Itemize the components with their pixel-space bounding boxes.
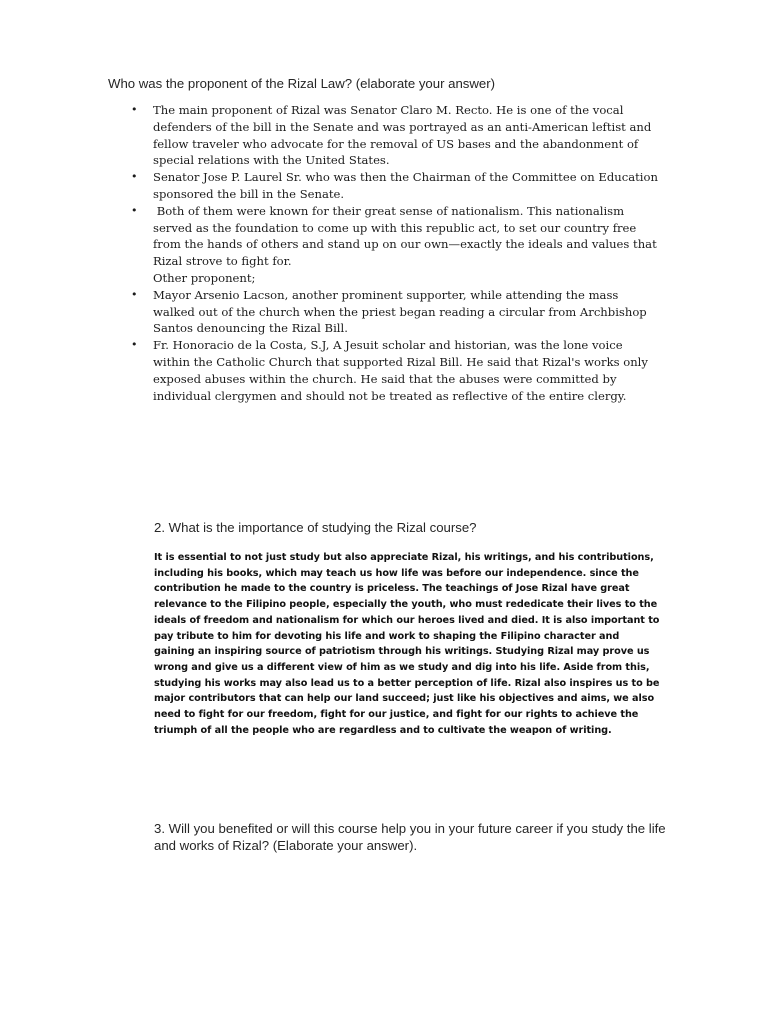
bullet-icon: • bbox=[131, 203, 138, 217]
question-3: 3. Will you benefited or will this course help you in your future career if you study the life and works of Rizal? (Elaborate your answer). bbox=[154, 821, 666, 853]
bullet-icon: • bbox=[131, 170, 138, 184]
list-item-text: Senator Jose P. Laurel Sr. who was then the Chairman of the Committee on Education sponsored the bill in the Senate. bbox=[153, 170, 658, 201]
question-2: 2. What is the importance of studying the Rizal course? bbox=[154, 520, 477, 535]
question-1: Who was the proponent of the Rizal Law? (elaborate your answer) bbox=[108, 76, 496, 91]
list-item-text: Mayor Arsenio Lacson, another prominent supporter, while attending the mass walked out of the church when the priest began reading a circular from Archbishop Santos denouncing the Rizal Bill. bbox=[153, 287, 647, 336]
bullet-icon: • bbox=[131, 338, 138, 352]
list-item-text: The main proponent of Rizal was Senator Claro M. Recto. He is one of the vocal defenders of the bill in the Senate and was portrayed as an anti-American leftist and fellow traveler who advocate for the removal of US bases and the abandonment of special relations with the United States. bbox=[153, 103, 652, 168]
list-subheading bbox=[153, 270, 658, 287]
list-item bbox=[131, 169, 658, 203]
bullet-icon: • bbox=[131, 103, 138, 116]
list-item bbox=[131, 102, 658, 169]
list-item-text: Both of them were known for their great sense of nationalism. This nationalism served as the foundation to come up with this republic act, to set our country free from the hands of others and stand up on our own—exactly the ideals and values that Rizal strove to fight for. bbox=[153, 203, 661, 269]
list-item bbox=[131, 203, 661, 270]
answer-2-paragraph: It is essential to not just study but also appreciate Rizal, his writings, and his contributions, including his books, which may teach us how life was before our independence. since the contribution he made to the country is priceless. The teachings of Jose Rizal have great relevance to the Filipino people, especially the youth, who must rededicate their lives to the ideals of freedom and nationalism for which our heroes lived and died. It is also important to pay tribute to him for devoting his life and work to shaping the Filipino character and gaining an inspiring source of patriotism through his writings. Studying Rizal may prove us wrong and give us a different view of him as we study and dig into his life. Aside from this, studying his works may also lead us to a better perception of life. Rizal also inspires us to be major contributors that can help our land succeed; just like his objectives and aims, we also need to fight for our freedom, fight for our justice, and fight for our rights to achieve the triumph of all the people who are regardless and to cultivate the weapon of writing. bbox=[154, 552, 660, 736]
list-item-text: Fr. Honoracio de la Costa, S.J, A Jesuit scholar and historian, was the lone voice within the Catholic Church that supported Rizal Bill. He said that Rizal's works only exposed abuses within the church. He said that the abuses were committed by individual clergymen and should not be treated as reflective of the entire clergy. bbox=[153, 338, 648, 403]
bullet-icon: • bbox=[131, 287, 138, 301]
list-subheading-text: Other proponent; bbox=[153, 270, 256, 285]
list-item bbox=[131, 287, 658, 337]
answer-1-list bbox=[131, 102, 661, 404]
list-item bbox=[131, 337, 658, 404]
